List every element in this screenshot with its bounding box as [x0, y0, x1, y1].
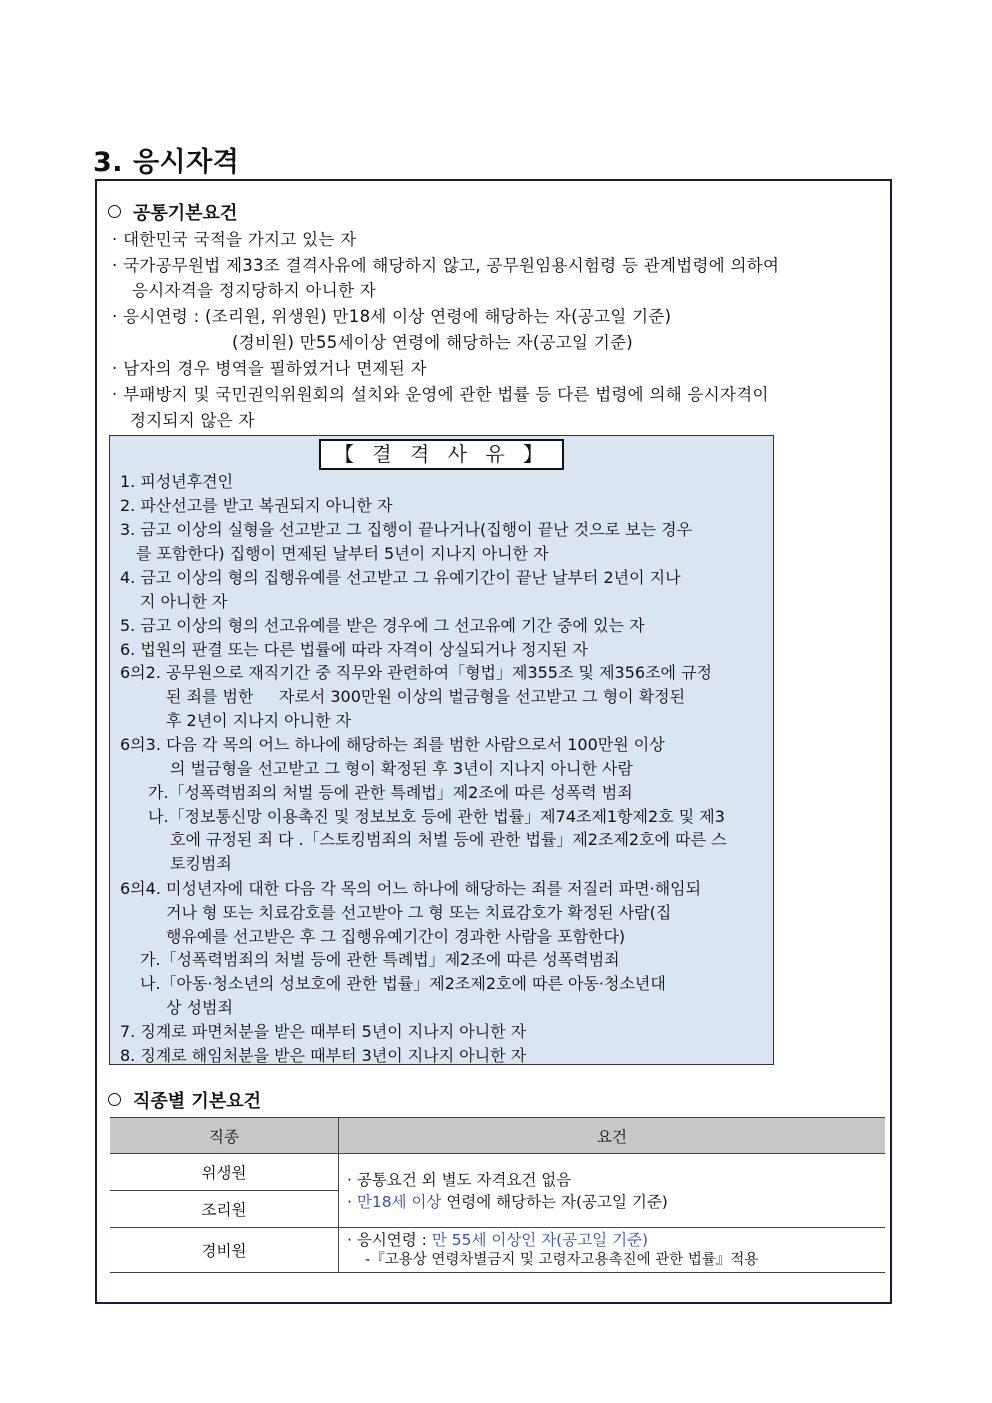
disqualify-line: 토킹범죄: [170, 854, 232, 873]
disqualify-line: 3. 금고 이상의 실형을 선고받고 그 집행이 끝나거나(집행이 끝난 것으로 보는 경우: [120, 520, 693, 539]
table-header-row: [110, 1118, 885, 1154]
job-heading: [108, 1087, 261, 1113]
requirement-text: ·: [347, 1192, 357, 1211]
disqualify-line: 1. 피성년후견인: [120, 472, 234, 491]
common-line: 응시자격을 정지당하지 아니한 자: [132, 281, 376, 300]
job-cell: 위생원: [110, 1154, 339, 1191]
col-job-header: 직종: [110, 1118, 339, 1154]
disqualify-line: 를 포함한다) 집행이 면제된 날부터 5년이 지나지 아니한 자: [136, 544, 549, 563]
disqualify-line: 의 벌금형을 선고받고 그 형이 확정된 후 3년이 지나지 아니한 사람: [170, 759, 633, 778]
common-line: (경비원) 만55세이상 연령에 해당하는 자(공고일 기준): [232, 333, 634, 352]
disqualify-line: 된 죄를 범한 자로서 300만원 이상의 벌금형을 선고받고 그 형이 확정된: [166, 687, 686, 706]
requirement-line: -『고용상 연령차별금지 및 고령자고용촉진에 관한 법률』적용: [365, 1252, 759, 1268]
disqualification-title: 【 결 격 사 유 】: [319, 439, 564, 470]
disqualify-line: 7. 징계로 파면처분을 받은 때부터 5년이 지나지 아니한 자: [120, 1022, 527, 1041]
requirement-line: [347, 1191, 884, 1213]
job-heading-text: 직종별 기본요건: [133, 1091, 261, 1112]
common-heading-text: 공통기본요건: [133, 203, 238, 224]
disqualify-line: 가.「성폭력범죄의 처벌 등에 관한 특례법」제2조에 따른 성폭력범죄: [140, 950, 620, 969]
disqualify-line: 나.「정보통신망 이용촉진 및 정보보호 등에 관한 법률」제74조제1항제2호 및 제3: [148, 807, 725, 826]
job-requirements-table: [110, 1117, 885, 1273]
col-req-header: 요건: [339, 1118, 886, 1154]
requirement-text: · 응시연령 :: [347, 1231, 432, 1249]
common-line: · 응시연령 : (조리원, 위생원) 만18세 이상 연령에 해당하는 자(공고일 기준): [112, 307, 672, 326]
disqualify-line: 행유예를 선고받은 후 그 집행유예기간이 경과한 사람을 포함한다): [166, 927, 626, 946]
requirement-line: · 공통요건 외 별도 자격요건 없음: [347, 1170, 572, 1189]
circle-bullet-icon: [108, 205, 121, 218]
common-line: · 국가공무원법 제33조 결격사유에 해당하지 않고, 공무원임용시험령 등 관계법령에 의하여: [112, 256, 780, 275]
disqualify-line: 6의2. 공무원으로 재직기간 중 직무와 관련하여「형법」제355조 및 제356조에 규정: [120, 663, 712, 682]
job-cell: 경비원: [110, 1228, 339, 1273]
common-line: · 대한민국 국적을 가지고 있는 자: [112, 230, 357, 249]
disqualify-line: 8. 징계로 해임처분을 받은 때부터 3년이 지나지 아니한 자: [120, 1046, 527, 1065]
disqualify-line: 6. 법원의 판결 또는 다른 법률에 따라 자격이 상실되거나 정지된 자: [120, 640, 588, 659]
table-row: [110, 1228, 885, 1273]
requirement-cell: [339, 1228, 886, 1273]
disqualify-line: 후 2년이 지나지 아니한 자: [166, 711, 352, 730]
requirement-cell: [339, 1154, 886, 1228]
disqualify-line: 지 아니한 자: [140, 592, 228, 611]
disqualify-line: 6의4. 미성년자에 대한 다음 각 목의 어느 하나에 해당하는 죄를 저질러 파면·해임되: [120, 879, 702, 898]
disqualify-line: 4. 금고 이상의 형의 집행유예를 선고받고 그 유예기간이 끝난 날부터 2년이 지나: [120, 568, 681, 587]
requirement-text: 연령에 해당하는 자(공고일 기준): [441, 1192, 668, 1211]
requirement-highlight: 만18세 이상: [356, 1192, 442, 1211]
disqualify-line: 가.「성폭력범죄의 처벌 등에 관한 특례법」제2조에 따른 성폭력 범죄: [148, 783, 633, 802]
common-heading: [108, 199, 237, 225]
common-line: · 남자의 경우 병역을 필하였거나 면제된 자: [112, 359, 427, 378]
requirement-line: [347, 1230, 884, 1250]
requirement-highlight: 만 55세 이상인 자(공고일 기준): [431, 1231, 649, 1249]
table-row: [110, 1154, 885, 1191]
common-line: 정지되지 않은 자: [130, 411, 255, 430]
disqualify-line: 호에 규정된 죄 다 .「스토킹범죄의 처벌 등에 관한 법률」제2조제2호에 따른 스: [170, 830, 727, 849]
disqualify-line: 5. 금고 이상의 형의 선고유예를 받은 경우에 그 선고유예 기간 중에 있는 자: [120, 616, 645, 635]
disqualify-line: 6의3. 다음 각 목의 어느 하나에 해당하는 죄를 범한 사람으로서 100만원 이상: [120, 735, 665, 754]
disqualify-line: 상 성범죄: [166, 998, 233, 1017]
disqualify-line: 나.「아동·청소년의 성보호에 관한 법률」제2조제2호에 따른 아동·청소년대: [140, 974, 666, 993]
disqualify-line: 2. 파산선고를 받고 복권되지 아니한 자: [120, 496, 393, 515]
circle-bullet-icon: [108, 1093, 121, 1106]
job-cell: 조리원: [110, 1191, 339, 1228]
section-title: 3. 응시자격: [93, 147, 240, 178]
common-line: · 부패방지 및 국민권익위원회의 설치와 운영에 관한 법률 등 다른 법령에 의해 응시자격이: [112, 385, 769, 404]
disqualify-line: 거나 형 또는 치료감호를 선고받아 그 형 또는 치료감호가 확정된 사람(집: [166, 903, 672, 922]
